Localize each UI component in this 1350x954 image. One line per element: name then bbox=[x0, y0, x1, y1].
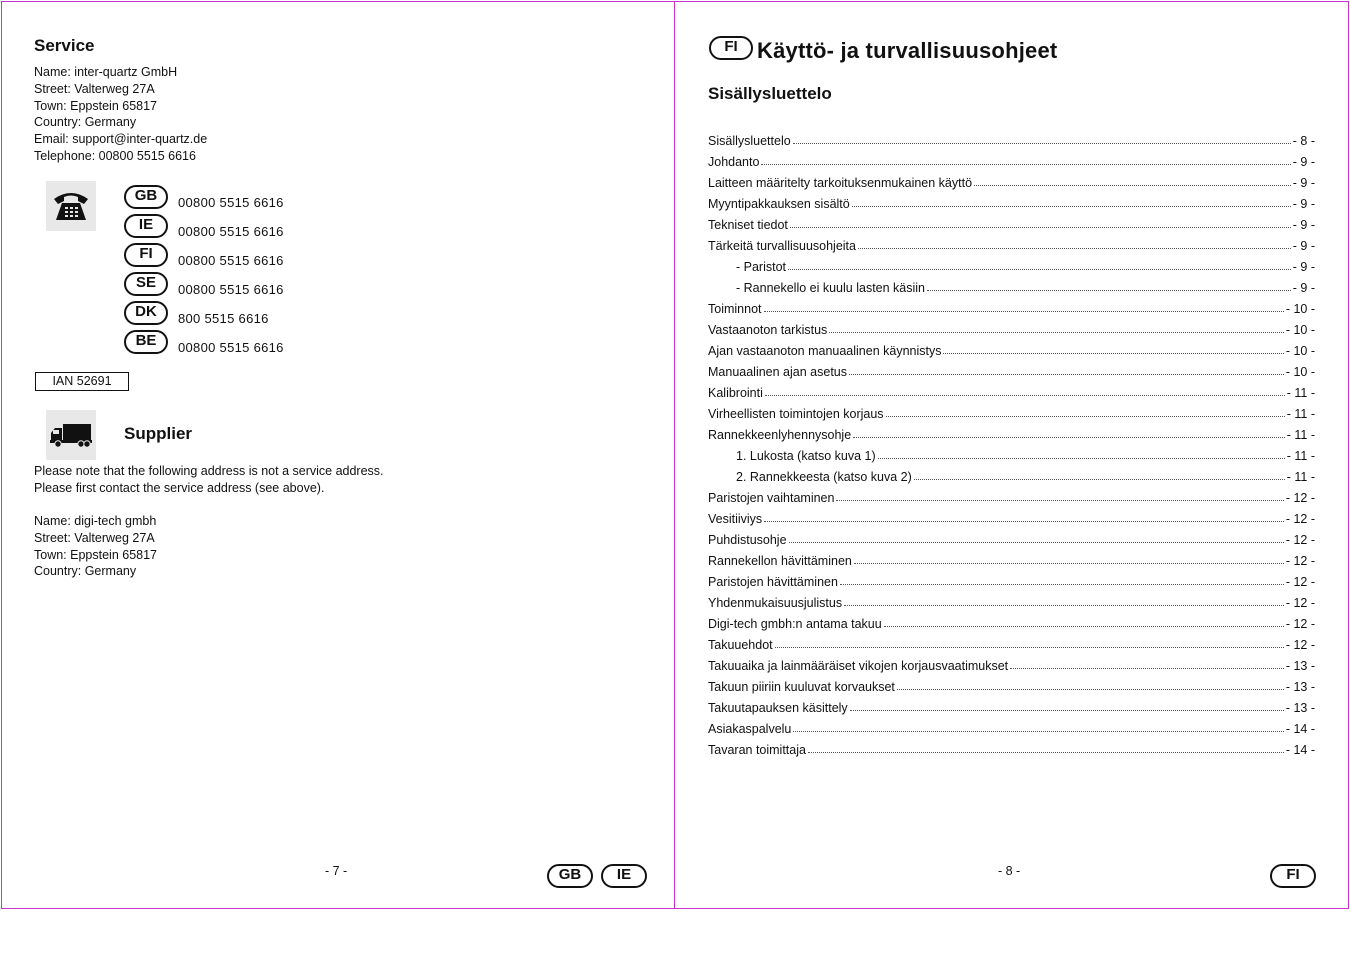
toc-entry-page: - 13 - bbox=[1285, 701, 1315, 715]
toc-leader-dots bbox=[897, 689, 1284, 690]
footer-badges bbox=[1270, 864, 1316, 888]
supplier-line: Town: Eppstein 65817 bbox=[34, 547, 158, 562]
toc-entry-page: - 8 - bbox=[1292, 134, 1315, 148]
hotline-number: 00800 5515 6616 bbox=[178, 340, 284, 355]
toc-entry bbox=[708, 358, 1315, 379]
footer-badges bbox=[547, 864, 647, 888]
toc-entry-page: - 11 - bbox=[1286, 449, 1315, 463]
toc-leader-dots bbox=[853, 437, 1285, 438]
toc-entry-title: 2. Rannekkeesta (katso kuva 2) bbox=[736, 470, 912, 484]
toc-entry-page: - 13 - bbox=[1285, 680, 1315, 694]
toc-entry-page: - 13 - bbox=[1285, 659, 1315, 673]
supplier-address bbox=[34, 513, 157, 580]
toc-entry bbox=[708, 253, 1315, 274]
toc-entry bbox=[708, 547, 1315, 568]
country-badge: FI bbox=[1270, 864, 1316, 888]
hotline-number: 800 5515 6616 bbox=[178, 311, 269, 326]
toc-leader-dots bbox=[878, 458, 1285, 459]
toc-leader-dots bbox=[793, 731, 1283, 732]
toc-entry-page: - 9 - bbox=[1292, 218, 1315, 232]
toc-entry-title: Tekniset tiedot bbox=[708, 218, 788, 232]
toc-leader-dots bbox=[886, 416, 1285, 417]
toc-entry-title: Asiakaspalvelu bbox=[708, 722, 792, 736]
hotline-row bbox=[124, 269, 324, 298]
toc-entry bbox=[708, 715, 1315, 736]
service-line: Street: Valterweg 27A bbox=[34, 81, 155, 96]
ian-label: IAN 52691 bbox=[35, 372, 129, 391]
hotline-number: 00800 5515 6616 bbox=[178, 195, 284, 210]
toc-entry bbox=[708, 148, 1315, 169]
toc-entry-title: Virheellisten toimintojen korjaus bbox=[708, 407, 884, 421]
toc-leader-dots bbox=[858, 248, 1291, 249]
country-badge: FI bbox=[709, 36, 753, 60]
toc-entry bbox=[708, 589, 1315, 610]
toc-entry bbox=[708, 484, 1315, 505]
toc-entry bbox=[708, 400, 1315, 421]
toc-leader-dots bbox=[808, 752, 1284, 753]
toc-entry-title: Takuutapauksen käsittely bbox=[708, 701, 848, 715]
country-badge: GB bbox=[547, 864, 593, 888]
toc-entry bbox=[708, 736, 1315, 757]
toc-leader-dots bbox=[765, 395, 1285, 396]
toc-entry bbox=[708, 211, 1315, 232]
toc-entry-title: - Rannekello ei kuulu lasten käsiin bbox=[736, 281, 925, 295]
hotline-row bbox=[124, 298, 324, 327]
service-address bbox=[34, 64, 207, 165]
service-line: Country: Germany bbox=[34, 115, 137, 130]
toc-entry-page: - 10 - bbox=[1285, 302, 1315, 316]
service-heading: Service bbox=[34, 36, 95, 55]
page-number: - 7 - bbox=[325, 864, 348, 878]
toc-entry-page: - 12 - bbox=[1285, 596, 1315, 610]
toc-entry-page: - 12 - bbox=[1285, 575, 1315, 589]
toc-entry-page: - 10 - bbox=[1285, 323, 1315, 337]
toc-leader-dots bbox=[788, 269, 1291, 270]
supplier-note bbox=[34, 463, 384, 496]
toc-leader-dots bbox=[974, 185, 1291, 186]
country-badge: DK bbox=[124, 301, 168, 325]
toc-entry-page: - 12 - bbox=[1285, 491, 1315, 505]
toc-leader-dots bbox=[844, 605, 1284, 606]
truck-icon bbox=[46, 410, 96, 460]
toc-entry bbox=[708, 169, 1315, 190]
hotline-row bbox=[124, 240, 324, 269]
telephone-icon bbox=[46, 181, 96, 231]
toc-leader-dots bbox=[761, 164, 1290, 165]
country-badge: FI bbox=[124, 243, 168, 267]
toc-entry-title: Tärkeitä turvallisuusohjeita bbox=[708, 239, 856, 253]
toc-entry-page: - 12 - bbox=[1285, 533, 1315, 547]
toc-entry-title: Digi-tech gmbh:n antama takuu bbox=[708, 617, 882, 631]
hotline-number: 00800 5515 6616 bbox=[178, 224, 284, 239]
toc-entry-page: - 9 - bbox=[1292, 281, 1315, 295]
toc-entry bbox=[708, 127, 1315, 148]
toc-entry bbox=[708, 190, 1315, 211]
toc-leader-dots bbox=[849, 374, 1284, 375]
country-badge: BE bbox=[124, 330, 168, 354]
toc-entry bbox=[708, 337, 1315, 358]
toc-entry bbox=[708, 316, 1315, 337]
left-page bbox=[1, 1, 675, 909]
toc-entry-title: Ajan vastaanoton manuaalinen käynnistys bbox=[708, 344, 942, 358]
service-line: Town: Eppstein 65817 bbox=[34, 98, 158, 113]
hotline-row bbox=[124, 211, 324, 240]
toc-entry bbox=[708, 232, 1315, 253]
supplier-heading: Supplier bbox=[124, 424, 193, 443]
toc-entry-title: - Paristot bbox=[736, 260, 787, 274]
hotline-number: 00800 5515 6616 bbox=[178, 253, 284, 268]
toc-entry bbox=[708, 379, 1315, 400]
service-line: Telephone: 00800 5515 6616 bbox=[34, 148, 196, 163]
toc-entry-title: Sisällysluettelo bbox=[708, 134, 791, 148]
toc-entry-page: - 9 - bbox=[1292, 239, 1315, 253]
toc-entry-title: 1. Lukosta (katso kuva 1) bbox=[736, 449, 876, 463]
toc-entry-title: Rannekellon hävittäminen bbox=[708, 554, 852, 568]
toc-entry-page: - 9 - bbox=[1292, 155, 1315, 169]
table-of-contents bbox=[708, 127, 1315, 757]
toc-entry-page: - 9 - bbox=[1292, 176, 1315, 190]
country-badge: IE bbox=[124, 214, 168, 238]
toc-entry-title: Kalibrointi bbox=[708, 386, 763, 400]
toc-leader-dots bbox=[775, 647, 1284, 648]
service-line: Name: inter-quartz GmbH bbox=[34, 65, 178, 79]
toc-leader-dots bbox=[836, 500, 1283, 501]
toc-leader-dots bbox=[943, 353, 1283, 354]
toc-entry bbox=[708, 463, 1315, 484]
toc-leader-dots bbox=[764, 521, 1284, 522]
toc-entry bbox=[708, 295, 1315, 316]
toc-leader-dots bbox=[1010, 668, 1284, 669]
toc-entry-page: - 10 - bbox=[1285, 365, 1315, 379]
toc-entry-title: Puhdistusohje bbox=[708, 533, 787, 547]
toc-entry-title: Rannekkeenlyhennysohje bbox=[708, 428, 852, 442]
toc-leader-dots bbox=[854, 563, 1284, 564]
toc-entry-page: - 12 - bbox=[1285, 638, 1315, 652]
toc-entry-page: - 11 - bbox=[1286, 407, 1315, 421]
toc-entry bbox=[708, 610, 1315, 631]
toc-leader-dots bbox=[764, 311, 1284, 312]
supplier-line: Street: Valterweg 27A bbox=[34, 530, 155, 545]
toc-heading: Sisällysluettelo bbox=[708, 84, 832, 103]
toc-entry bbox=[708, 694, 1315, 715]
toc-entry-page: - 9 - bbox=[1292, 260, 1315, 274]
toc-entry-title: Takuuehdot bbox=[708, 638, 773, 652]
toc-leader-dots bbox=[852, 206, 1291, 207]
toc-entry-title: Laitteen määritelty tarkoituksenmukainen käyttö bbox=[708, 176, 973, 190]
toc-leader-dots bbox=[840, 584, 1284, 585]
toc-entry bbox=[708, 421, 1315, 442]
note-line: Please note that the following address is not a service address. bbox=[34, 464, 384, 478]
toc-entry bbox=[708, 526, 1315, 547]
toc-entry bbox=[708, 631, 1315, 652]
toc-leader-dots bbox=[793, 143, 1291, 144]
toc-entry-title: Takuuaika ja lainmääräiset vikojen korjausvaatimukset bbox=[708, 659, 1009, 673]
supplier-line: Name: digi-tech gmbh bbox=[34, 514, 157, 528]
toc-entry-title: Yhdenmukaisuusjulistus bbox=[708, 596, 843, 610]
toc-entry bbox=[708, 505, 1315, 526]
page-number: - 8 - bbox=[998, 864, 1021, 878]
hotline-number: 00800 5515 6616 bbox=[178, 282, 284, 297]
toc-entry-title: Takuun piiriin kuuluvat korvaukset bbox=[708, 680, 895, 694]
toc-entry bbox=[708, 673, 1315, 694]
toc-entry-page: - 12 - bbox=[1285, 617, 1315, 631]
toc-entry-title: Manuaalinen ajan asetus bbox=[708, 365, 847, 379]
toc-entry-page: - 14 - bbox=[1285, 722, 1315, 736]
toc-leader-dots bbox=[927, 290, 1291, 291]
toc-entry-page: - 10 - bbox=[1285, 344, 1315, 358]
toc-entry-page: - 9 - bbox=[1292, 197, 1315, 211]
toc-entry-title: Tavaran toimittaja bbox=[708, 743, 806, 757]
page-title: Käyttö- ja turvallisuusohjeet bbox=[757, 38, 1058, 63]
toc-entry-page: - 12 - bbox=[1285, 554, 1315, 568]
toc-entry-title: Myyntipakkauksen sisältö bbox=[708, 197, 850, 211]
toc-entry-page: - 11 - bbox=[1286, 386, 1315, 400]
hotline-row bbox=[124, 182, 324, 211]
toc-leader-dots bbox=[850, 710, 1284, 711]
hotline-row bbox=[124, 327, 324, 356]
note-line: Please first contact the service address (see above). bbox=[34, 480, 325, 495]
toc-entry-title: Vesitiiviys bbox=[708, 512, 763, 526]
country-badge: IE bbox=[601, 864, 647, 888]
supplier-line: Country: Germany bbox=[34, 564, 137, 579]
toc-leader-dots bbox=[884, 626, 1284, 627]
toc-entry-title: Paristojen hävittäminen bbox=[708, 575, 838, 589]
toc-entry bbox=[708, 442, 1315, 463]
right-page bbox=[674, 1, 1349, 909]
toc-entry bbox=[708, 274, 1315, 295]
service-line: Email: support@inter-quartz.de bbox=[34, 132, 208, 147]
toc-leader-dots bbox=[914, 479, 1285, 480]
toc-entry-page: - 14 - bbox=[1285, 743, 1315, 757]
toc-entry-title: Vastaanoton tarkistus bbox=[708, 323, 828, 337]
country-badge: GB bbox=[124, 185, 168, 209]
toc-entry-page: - 12 - bbox=[1285, 512, 1315, 526]
toc-entry-title: Paristojen vaihtaminen bbox=[708, 491, 835, 505]
country-badge: SE bbox=[124, 272, 168, 296]
toc-leader-dots bbox=[790, 227, 1291, 228]
toc-entry-page: - 11 - bbox=[1286, 428, 1315, 442]
toc-entry bbox=[708, 568, 1315, 589]
toc-leader-dots bbox=[829, 332, 1284, 333]
toc-entry bbox=[708, 652, 1315, 673]
toc-entry-title: Johdanto bbox=[708, 155, 760, 169]
toc-entry-page: - 11 - bbox=[1286, 470, 1315, 484]
toc-entry-title: Toiminnot bbox=[708, 302, 762, 316]
toc-leader-dots bbox=[789, 542, 1284, 543]
